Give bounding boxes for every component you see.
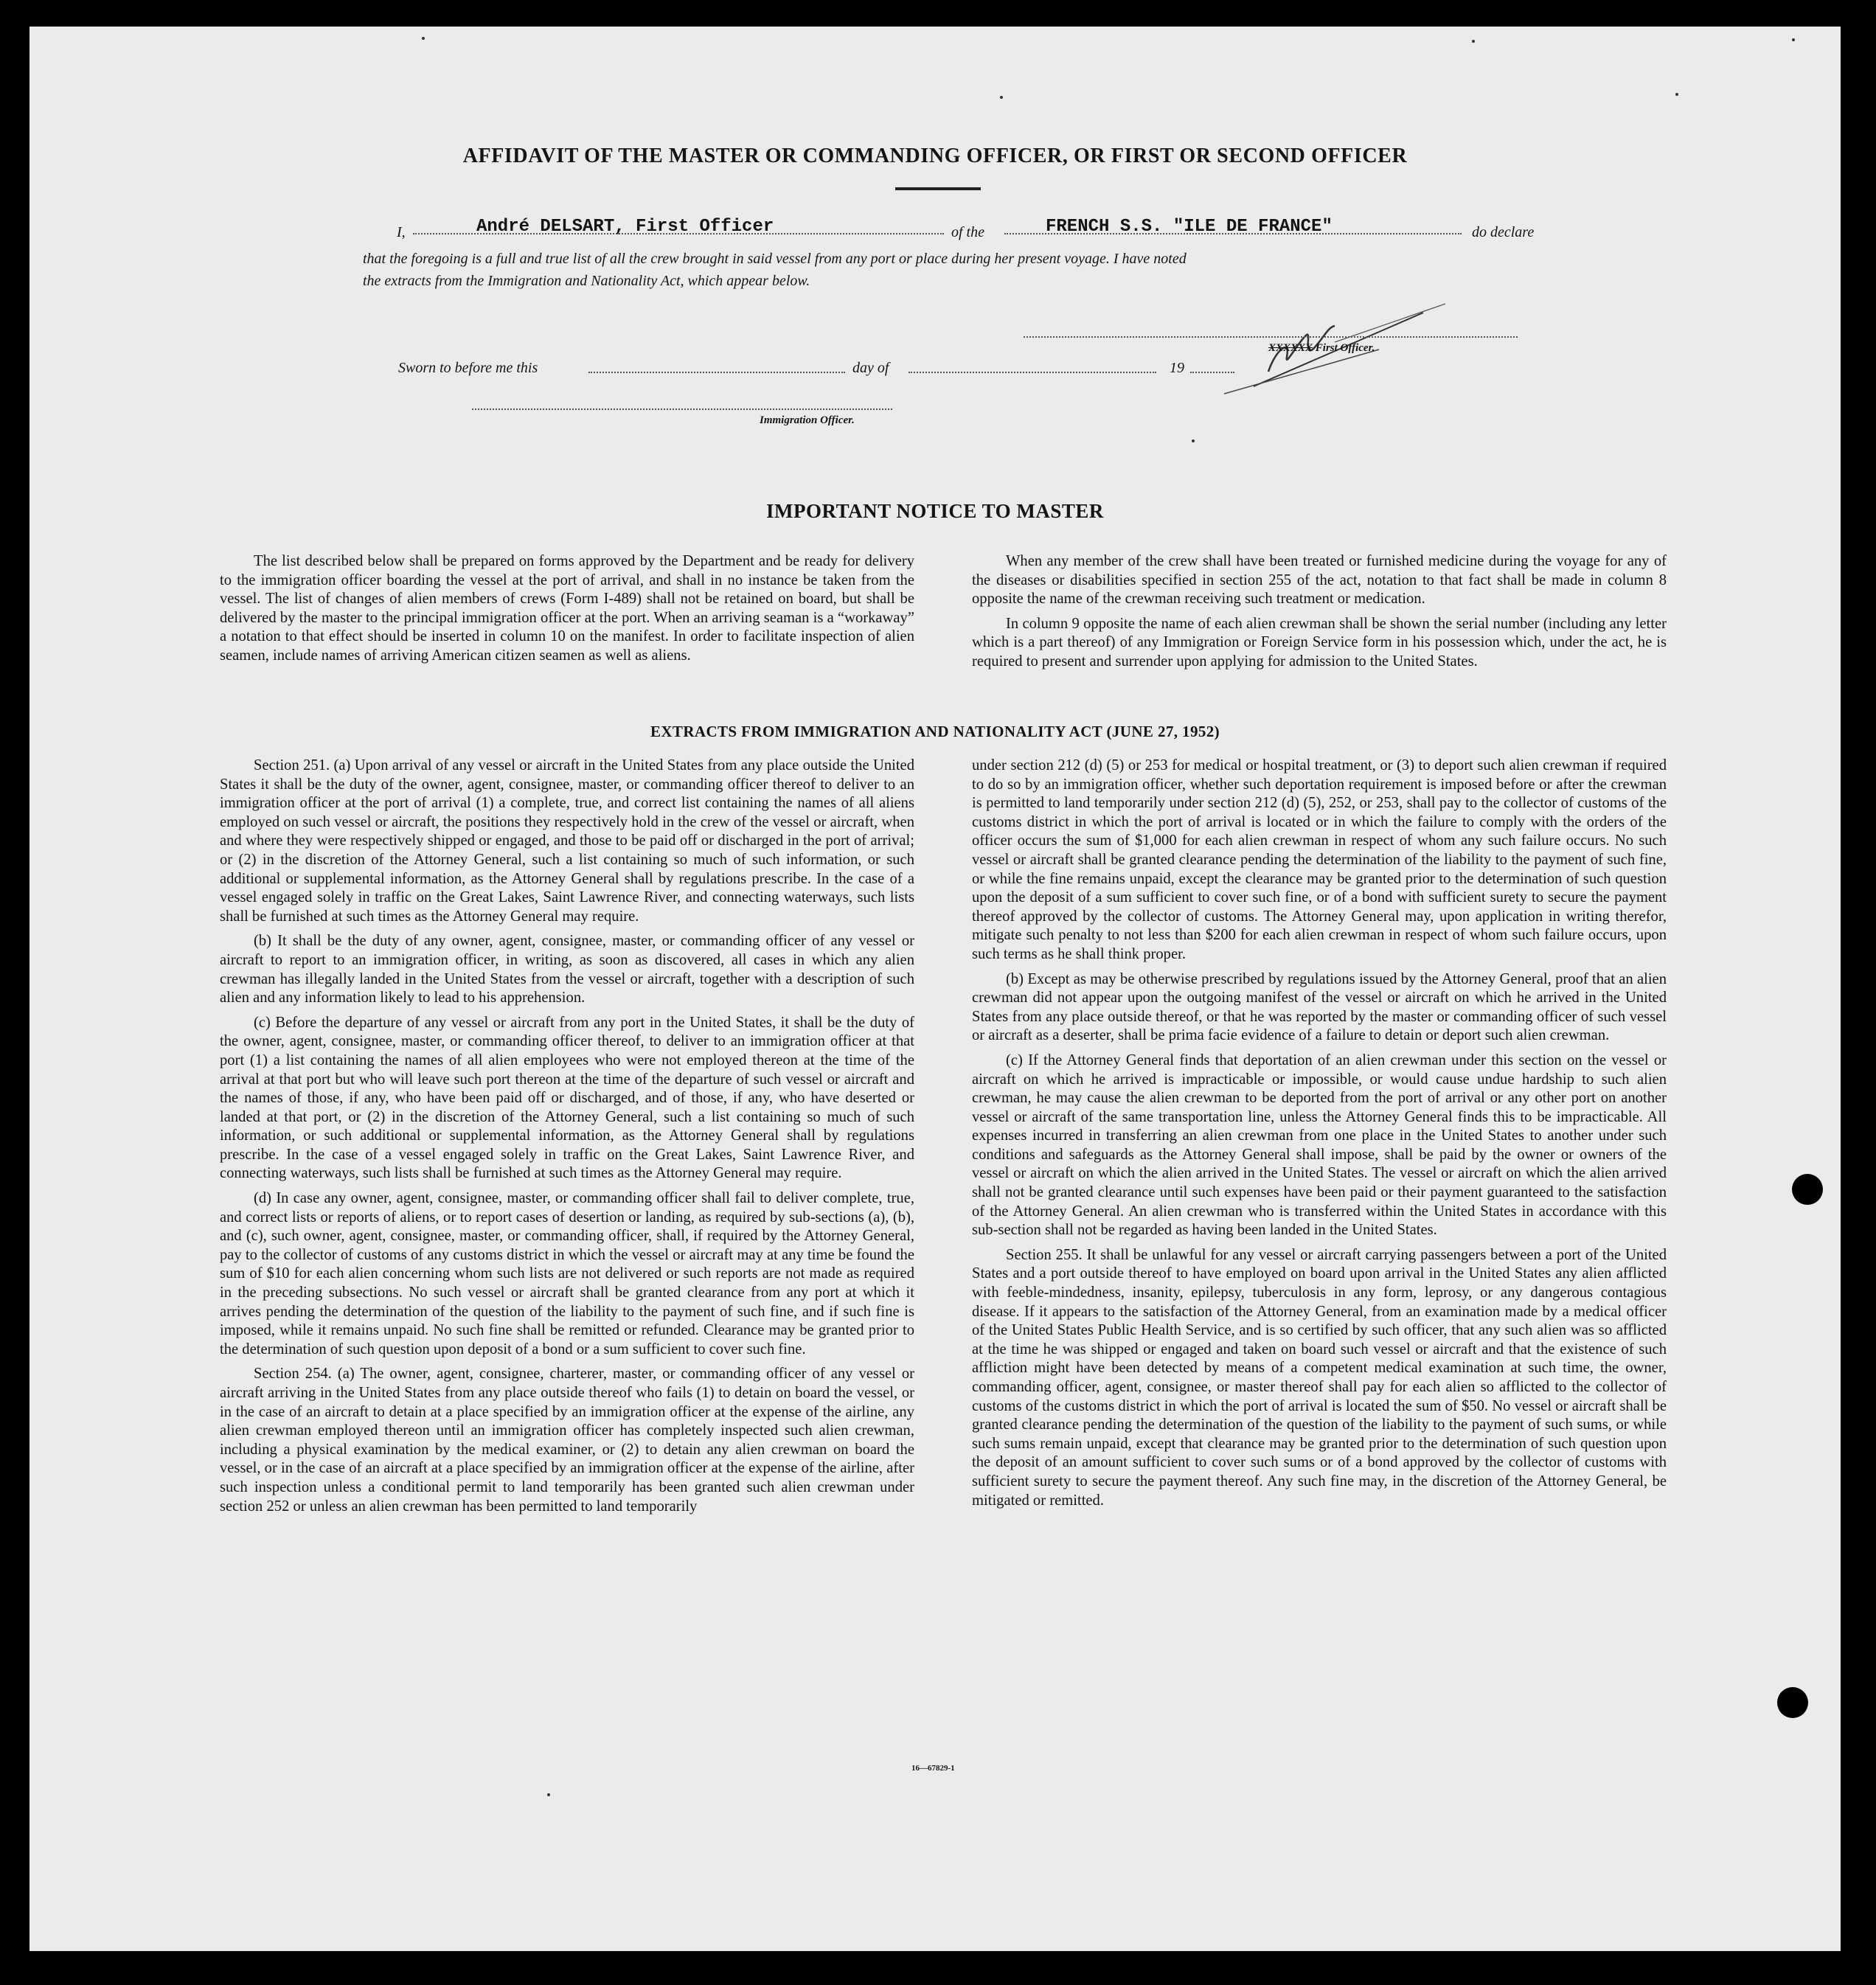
year-label: 19 — [1170, 360, 1184, 376]
extract-section-255: Section 255. It shall be unlawful for any vessel or aircraft carrying passengers between a port of the United States and a port outside thereof to have employed on board upon arrival in the United States any alien afflicted with feeble-mindedness, insanity, epilepsy, tuberculosis in any form, leprosy, or any dangerous contagious disease. If it appears to the satisfaction of the Attorney General, from an examination made by a medical officer of the United States Public Health Service, and is so certified by such officer, that any such alien was so afflicted at the time he was shipped or engaged and taken on board such vessel or aircraft and that the existence of such affliction might have been detected by means of a competent medical examination at such time, the owner, commanding officer, agent, consignee, or master thereof shall pay for each alien so afflicted to the collector of customs of the customs district in which the port of arrival is located the sum of $50. No vessel or aircraft shall be granted clearance pending the determination of the question of the liability to the payment of such sums, or while such sums remain unpaid, except that clearance may be granted prior to the determination of such question upon the deposit of an amount sufficient to cover such sums or of a bond approved by the collector of customs with sufficient surety to secure the payment thereof. Any such fine may, in the discretion of the Attorney General, be mitigated or remitted. — [972, 1246, 1667, 1509]
notice-left-column — [220, 552, 914, 672]
signature-line — [1024, 336, 1518, 338]
extract-section-251c: (c) Before the departure of any vessel or aircraft from any port in the United States, it shall be the duty of the owner, agent, consignee, master, or commanding officer thereof, to deliver to an immigration officer at that port (1) a list containing the names of all alien employees who were not employed thereon at the time of the arrival at that port but who will leave such port thereon at the time of the departure of such vessel or aircraft and the names of those, if any, who have been paid off or discharged, and of those, if any, who have deserted or landed at that port, or (2) in the discretion of the Attorney General, such a list containing so much of such information, or such additional or supplemental information, as the Attorney General shall by regulations prescribe. In the case of a vessel engaged solely in traffic on the Great Lakes, Saint Lawrence River, and connecting waterways, such lists shall be furnished at such times as the Attorney General may require. — [220, 1014, 914, 1182]
notice-right-paragraph-1: When any member of the crew shall have been treated or furnished medicine during the voyage for any of the diseases or disabilities specified in section 255 of the act, notation to that fact shall be made in column 8 opposite the name of the crewman receiving such treatment or medication. — [972, 553, 1667, 608]
declaration-line-3: the extracts from the Immigration and Nationality Act, which appear below. — [363, 273, 810, 289]
extracts-title: EXTRACTS FROM IMMIGRATION AND NATIONALITY ACT (JUNE 27, 1952) — [650, 723, 1220, 740]
signature-crossed-out: XXXXXX — [1268, 342, 1313, 354]
sworn-line — [398, 360, 1283, 385]
i-label: I, — [397, 224, 406, 240]
vessel-name: FRENCH S.S. "ILE DE FRANCE" — [1046, 217, 1333, 237]
sworn-month-line — [909, 372, 1156, 373]
extract-section-254a: Section 254. (a) The owner, agent, consignee, charterer, master, or commanding officer of any vessel or aircraft arriving in the United States from any place outside thereof who fails (1) to detain on board the vessel, or in the case of an aircraft to detain at a place specified by an immigration officer at the expense of the airline, any alien crewman employed thereon until an immigration officer has completely inspected such alien crewman, including a physical examination by the medical examiner, or (2) to detain any alien crewman on board the vessel, or in the case of an aircraft at a place specified by an immigration officer at the expense of the airline, after such inspection unless a conditional permit to land temporarily has been granted such alien crewman under section 252 or unless an alien crewman has been permitted to land temporarily — [220, 1366, 914, 1515]
extract-section-251a: Section 251. (a) Upon arrival of any vessel or aircraft in the United States from any place outside the United States it shall be the duty of the owner, agent, consignee, master, or commanding officer thereof to deliver to an immigration officer at the port of arrival (1) a complete, true, and correct list containing the names of all aliens employed on such vessel or aircraft, the positions they respectively hold in the crew of the vessel or aircraft, when and where they were respectively shipped or engaged, and those to be paid off or discharged in the port of arrival; or (2) in the discretion of the Attorney General, such a list containing so much of such information, or such additional or supplemental information, as the Attorney General shall by regulations prescribe. In the case of a vessel engaged solely in traffic on the Great Lakes, Saint Lawrence River, and connecting waterways, such lists shall be furnished at such times as the Attorney General may require. — [220, 757, 914, 925]
document-page — [29, 27, 1841, 1951]
notice-left-paragraph: The list described below shall be prepared on forms approved by the Department and be ready for delivery to the immigration officer boarding the vessel at the port of arrival, and shall in no instance be taken from the vessel. The list of changes of alien members of crews (Form I-489) shall not be retained on board, but shall be delivered by the master to the principal immigration officer at the port. When an arriving seaman is a “workaway” a notation to that effect should be inserted in column 10 on the manifest. In order to facilitate inspection of alien seamen, include names of arriving American citizen seamen as well as aliens. — [220, 553, 914, 664]
declaration-line-2: that the foregoing is a full and true list of all the crew brought in said vessel from any port or place during her present voyage. I have noted — [363, 251, 1187, 267]
immigration-officer-label: Immigration Officer. — [760, 414, 855, 426]
immigration-officer-line — [472, 409, 892, 410]
sworn-day-line — [588, 372, 845, 373]
extract-section-251b: (b) It shall be the duty of any owner, agent, consignee, master, or commanding officer of any vessel or aircraft to report to an immigration officer, in writing, as soon as discovered, all cases in which any alien crewman has illegally landed in the United States from the vessel or aircraft, together with a description of such alien and any information likely to lead to his apprehension. — [220, 933, 914, 1007]
extract-section-254b: (b) Except as may be otherwise prescribed by regulations issued by the Attorney General, proof that an alien crewman did not appear upon the outgoing manifest of the vessel or aircraft on which he arrived in the United States from any place outside thereof, or that he was reported by the master or commanding officer of such vessel or aircraft as a deserter, shall be prima facie evidence of a failure to detain or deport such alien crewman. — [972, 970, 1667, 1044]
scan-speck — [1000, 96, 1003, 99]
extract-section-251d: (d) In case any owner, agent, consignee, master, or commanding officer shall fail to deliver complete, true, and correct lists or reports of aliens, or to report cases of desertion or landing, as required by sub-sections (a), (b), and (c), such owner, agent, consignee, master, or commanding officer, shall, if required by the Attorney General, pay to the collector of customs of any customs district in which the vessel or aircraft may at any time be found the sum of $10 for each alien concerning whom such lists are not delivered or such reports are not made as required in the preceding subsections. No such vessel or aircraft shall be granted clearance from any port at which it arrives pending the determination of the question of the liability to the payment of such fine, and if such fine is imposed, while it remains unpaid. No such fine shall be remitted or refunded. Clearance may be granted prior to the determination of such question upon deposit of a bond or a sum sufficient to cover such fine. — [220, 1190, 914, 1357]
of-the-label: of the — [951, 224, 984, 240]
declaration-line-1 — [397, 217, 1554, 246]
title-rule — [895, 187, 981, 190]
signature-label: First Officer. — [1315, 342, 1375, 354]
extracts-left-column — [220, 757, 914, 1522]
punch-hole-lower — [1777, 1687, 1808, 1718]
sworn-label: Sworn to before me this — [398, 360, 538, 376]
declaration-text — [363, 248, 1557, 292]
scan-speck — [547, 1793, 550, 1796]
day-of-label: day of — [852, 360, 889, 376]
do-declare-label: do declare — [1472, 224, 1535, 240]
extract-section-254a-continued: under section 212 (d) (5) or 253 for medical or hospital treatment, or (3) to deport such alien crewman if required to do so by an immigration officer, whether such deportation requirement is imposed before or after the crewman is permitted to land temporarily under section 212 (d) (5), 252, or 253, shall pay to the collector of customs of the customs district in which the port of arrival is located or in which the failure to comply with the orders of the officer occurs the sum of $1,000 for each alien crewman in respect of whom any such failure occurs. No such vessel or aircraft shall be granted clearance pending the determination of the liability to the payment of such fine, or while the fine remains unpaid, except the clearance may be granted prior to the determination of such question upon the deposit of a sum sufficient to cover such fine, or of a bond with sufficient surety to secure the payment thereof approved by the collector of customs. The Attorney General may, upon application in writing therefor, mitigate such penalty to not less than $200 for each alien crewman in respect of whom such failure occurs, upon such terms as he shall think proper. — [972, 757, 1667, 962]
notice-right-paragraph-2: In column 9 opposite the name of each alien crewman shall be shown the serial number (including any letter which is a part thereof) of any Immigration or Foreign Service form in his possession which, under the act, he is required to present and surrender upon applying for admission to the United States. — [972, 615, 1667, 670]
notice-title: IMPORTANT NOTICE TO MASTER — [766, 500, 1104, 522]
scan-speck — [1792, 38, 1795, 41]
form-code: 16—67829-1 — [911, 1764, 955, 1773]
affidavit-title: AFFIDAVIT OF THE MASTER OR COMMANDING OFFICER, OR FIRST OR SECOND OFFICER — [462, 145, 1408, 167]
officer-name: André DELSART, First Officer — [476, 217, 774, 237]
signature-caption — [1268, 342, 1375, 355]
extracts-right-column — [972, 757, 1667, 1516]
punch-hole-upper — [1792, 1174, 1823, 1205]
sworn-year-line — [1190, 372, 1234, 373]
extract-section-254c: (c) If the Attorney General finds that deportation of an alien crewman under this section on the vessel or aircraft on which he arrived is impracticable or impossible, or would cause undue hardship to such alien crewman, he may cause the alien crewman to be deported from the port of arrival or any other port on another vessel or aircraft of the same transportation line, unless the Attorney General finds this to be impracticable. All expenses incurred in transferring an alien crewman from one place in the United States to another under such conditions and safeguards as the Attorney General shall impose, shall be paid by the owner or owners of the vessel or aircraft on which the alien arrived in the United States. The vessel or aircraft on which the alien arrived shall not be granted clearance until such expenses have been paid or their payment guaranteed to the satisfaction of the Attorney General. An alien crewman who is transferred within the United States in accordance with this sub-section shall not be regarded as having been landed in the United States. — [972, 1051, 1667, 1239]
scan-speck — [1192, 439, 1195, 442]
scan-speck — [1472, 40, 1475, 43]
scan-speck — [1675, 93, 1678, 96]
scan-speck — [422, 37, 425, 40]
notice-right-column — [972, 552, 1667, 678]
